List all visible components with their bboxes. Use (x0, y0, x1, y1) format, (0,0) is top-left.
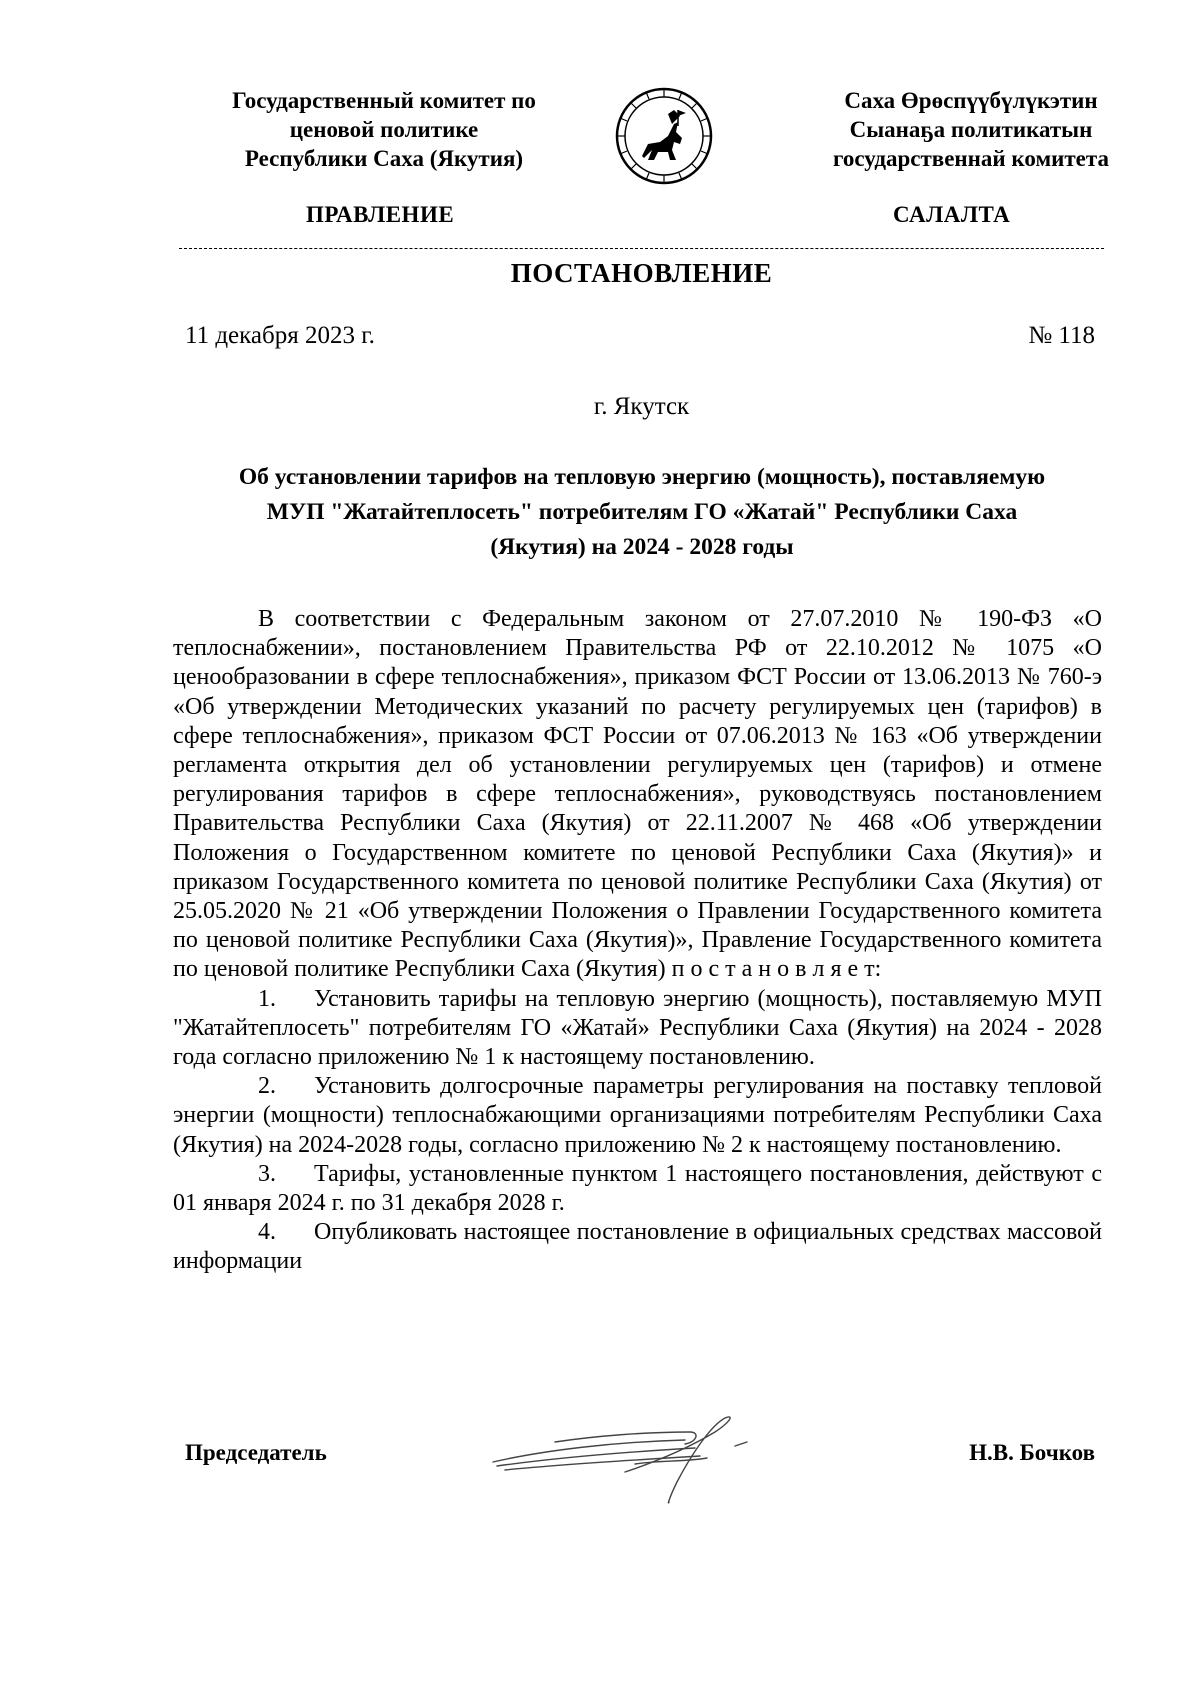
item-number: 2. (258, 1073, 276, 1100)
item-number: 1. (258, 985, 276, 1012)
item-text: Опубликовать настоящее постановление в официальных средствах массовой информации (173, 1219, 1102, 1275)
item-text: Тарифы, установленные пунктом 1 настоящего постановления, действуют с 01 января 2024 г. по 31 декабря 2028 г. (173, 1160, 1102, 1217)
header-left-line: Государственный комитет по (232, 88, 536, 113)
document-date: 11 декабря 2023 г. (185, 322, 375, 349)
header-left-line: ценовой политике (289, 117, 479, 142)
item-text: Установить тарифы на тепловую энергию (мощность), поставляемую МУП "Жатайтеплосеть" потребителям ГО «Жатай» Республики Саха (Якутия) на 2024 - 2028 года согласно приложению № 1 к настоящему постановлению. (173, 985, 1102, 1071)
header-left-subtitle: ПРАВЛЕНИЕ (306, 202, 455, 227)
header-right-line: Саха Өрөспүүбүлүкэтин (844, 88, 1098, 113)
document-subject (185, 460, 1099, 565)
document-body (173, 605, 1102, 1277)
header-right (781, 86, 1161, 173)
dashed-divider (179, 248, 1104, 249)
item-number: 3. (258, 1160, 276, 1187)
item-number: 4. (258, 1219, 276, 1246)
signatory-role: Председатель (185, 1440, 327, 1465)
subject-line: МУП "Жатайтеплосеть" потребителям ГО «Жатай" Республики Саха (266, 499, 1018, 525)
document-city: г. Якутск (593, 393, 690, 420)
coat-of-arms-icon (614, 86, 714, 186)
preamble-paragraph: В соответствии с Федеральным законом от 27.07.2010 № 190-ФЗ «О теплоснабжении», постановлением Правительства РФ от 22.10.2012 № 1075 «О ценообразовании в сфере теплоснабжения», приказом ФСТ России от 13.06.2013 № 760-э «Об утверждении Методических указаний по расчету регулируемых цен (тарифов) в сфере теплоснабжения», приказом ФСТ России от 07.06.2013 № 163 «Об утверждении регламента открытия дел об установлении регулируемых цен (тарифов) и отмене регулирования тарифов в сфере теплоснабжения», руководствуясь постановлением Правительства Республики Саха (Якутия) от 22.11.2007 № 468 «Об утверждении Положения о Государственном комитете по ценовой Республики Саха (Якутия)» и приказом Государственного комитета по ценовой политике Республики Саха (Якутия) от 25.05.2020 № 21 «Об утверждении Положения о Правлении Государственного комитета по ценовой политике Республики Саха (Якутия)», Правление Государственного комитета по ценовой политике Республики Саха (Якутия) п о с т а н о в л я е т: (173, 606, 1102, 983)
subject-line: Об установлении тарифов на тепловую энергию (мощность), поставляемую (238, 464, 1046, 490)
header-right-subtitle: САЛАЛТА (893, 202, 1011, 227)
header-left (194, 86, 574, 173)
document-number: № 118 (1028, 322, 1095, 349)
handwritten-signature (485, 1402, 785, 1512)
subject-line: (Якутия) на 2024 - 2028 годы (490, 534, 794, 560)
header-left-line: Республики Саха (Якутия) (244, 146, 524, 171)
document-title: ПОСТАНОВЛЕНИЕ (510, 258, 773, 288)
resolution-item (173, 1072, 1102, 1160)
signatory-name: Н.В. Бочков (969, 1440, 1095, 1465)
header-right-line: Сыанаҕа политикатын (849, 117, 1093, 142)
resolution-item (173, 985, 1102, 1073)
resolution-item (173, 1218, 1102, 1276)
item-text: Установить долгосрочные параметры регулирования на поставку тепловой энергии (мощности) теплоснабжающими организациями потребителям Республики Саха (Якутия) на 2024-2028 годы, согласно приложению № 2 к настоящему постановлению. (173, 1073, 1102, 1158)
header-right-line: государственнай комитета (833, 146, 1109, 171)
resolution-item (173, 1160, 1102, 1218)
